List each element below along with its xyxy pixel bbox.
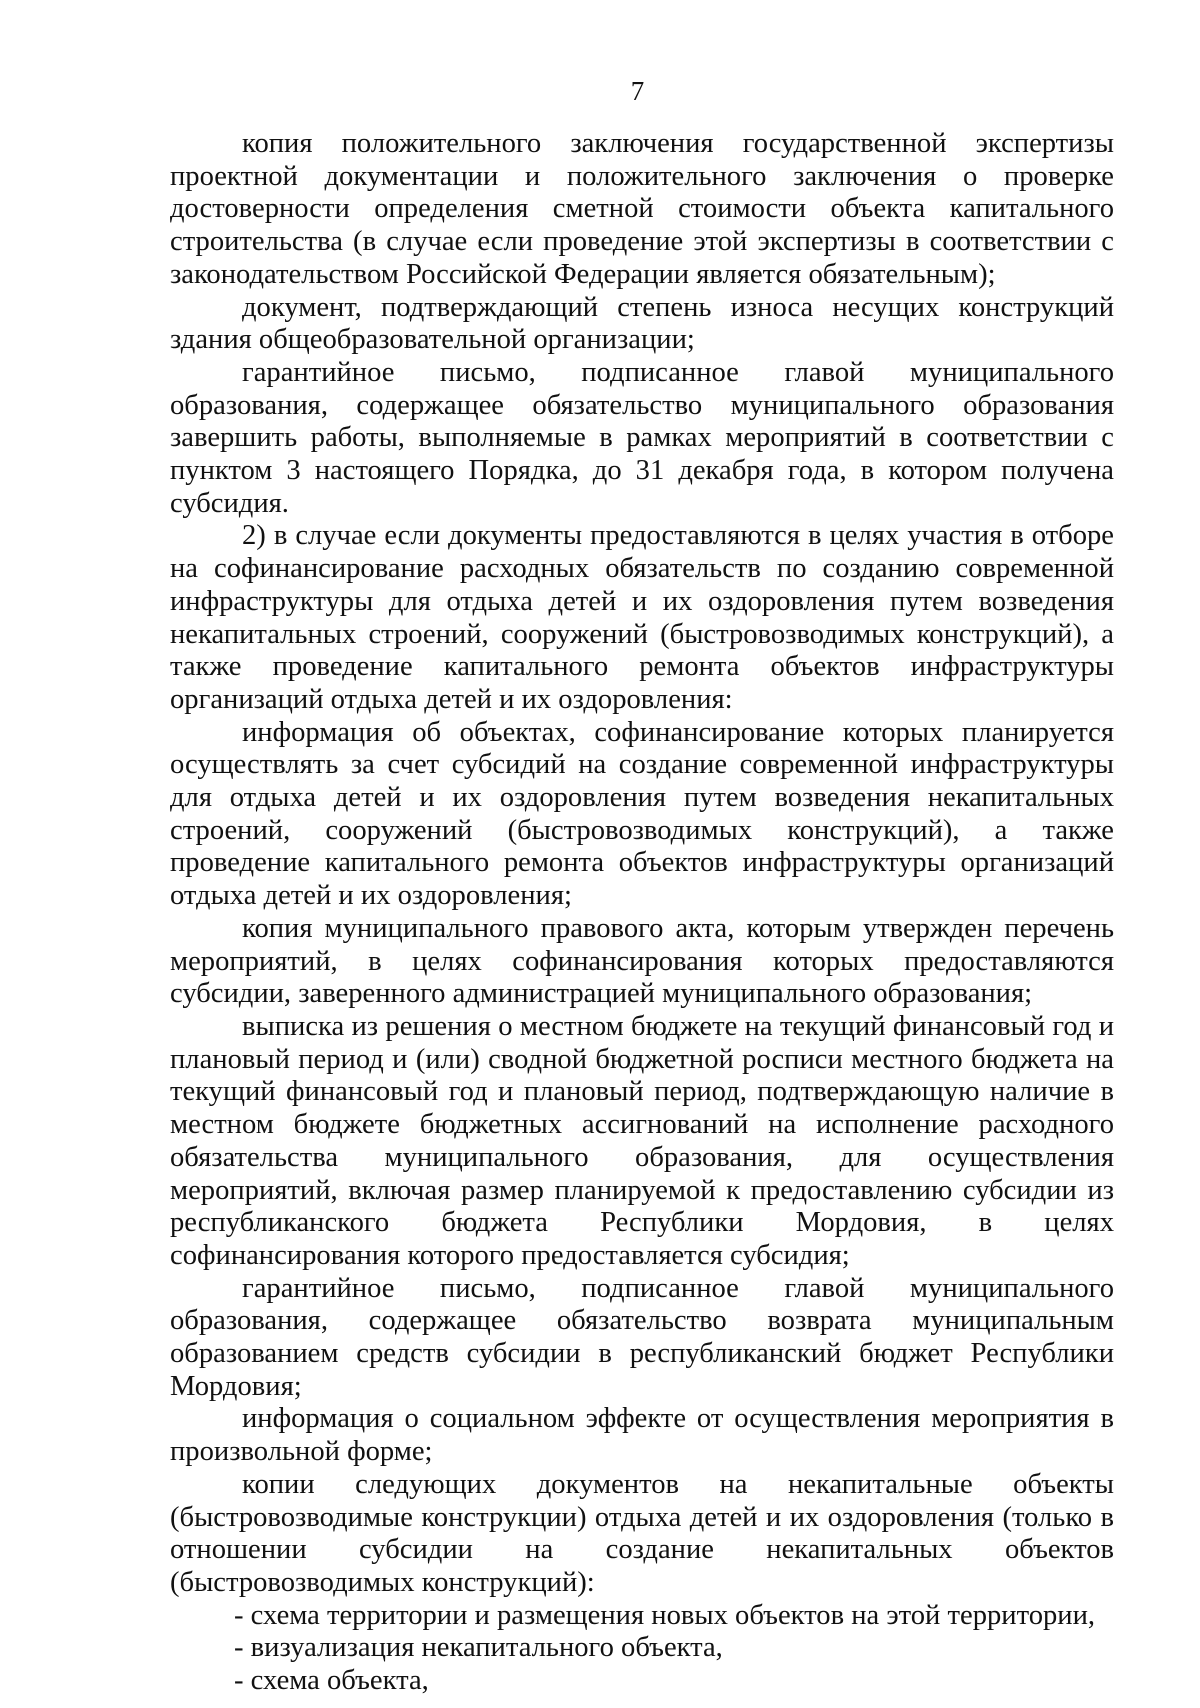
list-item: - схема объекта, [234, 1665, 429, 1697]
paragraph: информация об объектах, софинансирование которых планируется осуществлять за счет субсидий на создание современной инфраструктуры для отдыха детей и их оздоровления путем возведения некапитальных строений, сооружений (быстровозводимых конструкций), а также проведение капитального ремонта объектов инфраструктуры организаций отдыха детей и их оздоровления; [170, 716, 1114, 912]
paragraph: копия положительного заключения государственной экспертизы проектной документации и положительного заключения о проверке достоверности определения сметной стоимости объекта капитального строительства (в случае если проведение этой экспертизы в соответствии с законодательством Российской Федерации является обязательным); [170, 128, 1114, 290]
paragraph: 2) в случае если документы предоставляются в целях участия в отборе на софинансирование расходных обязательств по созданию современной инфраструктуры для отдыха детей и их оздоровления путем возведения некапитальных строений, сооружений (быстровозводимых конструкций), а также проведение капитального ремонта объектов инфраструктуры организаций отдыха детей и их оздоровления: [170, 520, 1114, 715]
list-item: - визуализация некапитального объекта, [234, 1632, 723, 1664]
paragraph: гарантийное письмо, подписанное главой муниципального образования, содержащее обязательство муниципального образования завершить работы, выполняемые в рамках мероприятий в соответствии с пунктом 3 настоящего Порядка, до 31 декабря года, в котором получена субсидия. [170, 356, 1114, 519]
paragraph: гарантийное письмо, подписанное главой муниципального образования, содержащее обязательство возврата муниципальным образованием средств субсидии в республиканский бюджет Республики Мордовия; [170, 1272, 1114, 1402]
document-body [170, 128, 1114, 1698]
paragraph: копия муниципального правового акта, которым утвержден перечень мероприятий, в целях софинансирования которых предоставляются субсидии, заверенного администрацией муниципального образования; [170, 912, 1114, 1010]
paragraph: копии следующих документов на некапитальные объекты (быстровозводимые конструкции) отдыха детей и их оздоровления (только в отношении субсидии на создание некапитальных объектов (быстровозводимых конструкций): [170, 1468, 1114, 1598]
page-number: 7 [630, 76, 645, 106]
paragraph: выписка из решения о местном бюджете на текущий финансовый год и плановый период и (или) сводной бюджетной росписи местного бюджета на текущий финансовый год и плановый период, подтверждающую наличие в местном бюджете бюджетных ассигнований на исполнение расходного обязательства муниципального образования, для осуществления мероприятий, включая размер планируемой к предоставлению субсидии из республиканского бюджета Республики Мордовия, в целях софинансирования которого предоставляется субсидия; [170, 1010, 1114, 1271]
paragraph: документ, подтверждающий степень износа несущих конструкций здания общеобразовательной организации; [170, 291, 1114, 356]
list-item: - схема территории и размещения новых объектов на этой территории, [234, 1599, 1096, 1631]
paragraph: информация о социальном эффекте от осуществления мероприятия в произвольной форме; [170, 1403, 1114, 1468]
